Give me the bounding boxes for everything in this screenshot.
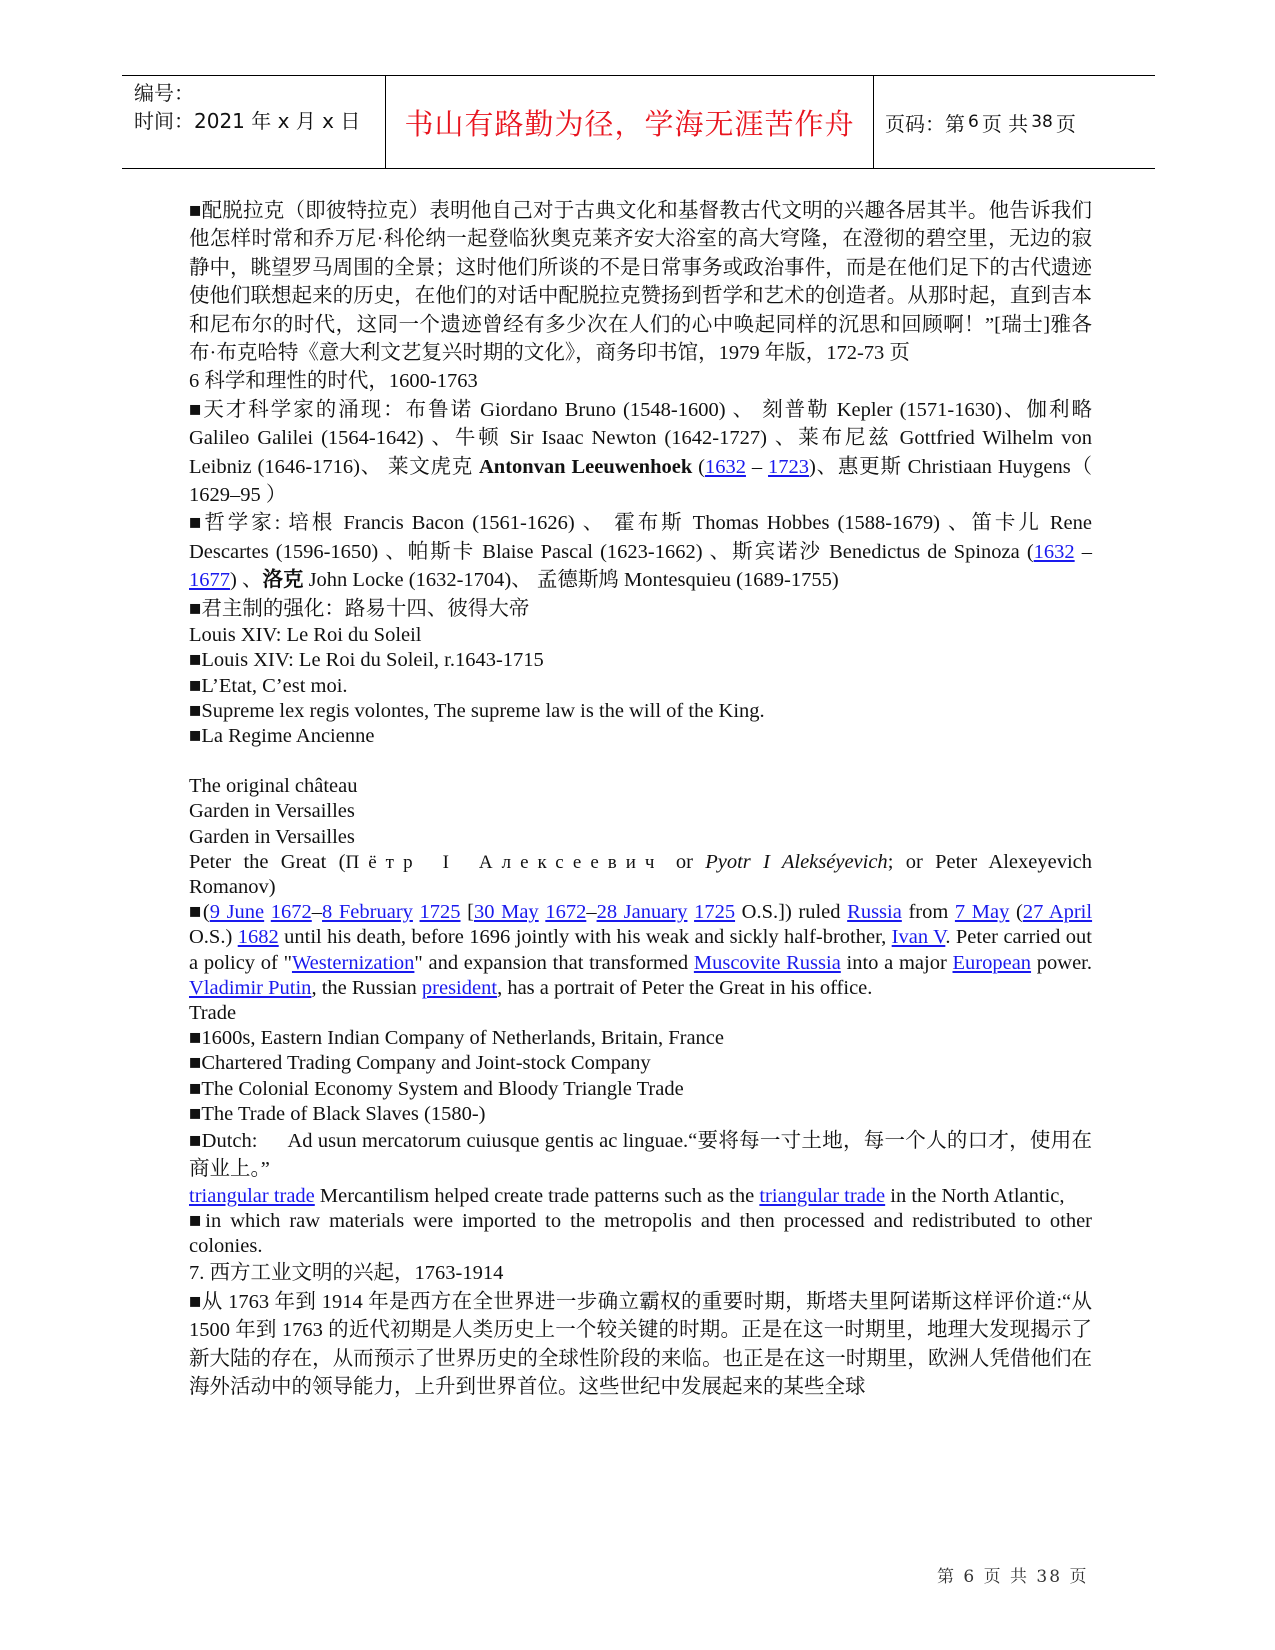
page-suffix: 页 <box>1055 111 1076 136</box>
link-russia[interactable]: Russia <box>847 901 902 924</box>
line-regime: ■La Regime Ancienne <box>189 724 375 747</box>
link-vladimir-putin[interactable]: Vladimir Putin <box>189 976 312 999</box>
link-27-april[interactable]: 27 April <box>1022 901 1093 924</box>
text-run: ( <box>1009 901 1023 924</box>
text-run: – <box>311 901 323 924</box>
link-8-february[interactable]: 8 February <box>322 901 413 924</box>
line-chartered: ■Chartered Trading Company and Joint-stock Company <box>189 1052 651 1075</box>
link-30-may[interactable]: 30 May <box>473 901 539 924</box>
section-heading-7: 7. 西方工业文明的兴起，1763-1914 <box>189 1262 504 1285</box>
line-garden: Garden in Versailles <box>189 825 355 848</box>
line-louis-xiv-reign: ■Louis XIV: Le Roi du Soleil, r.1643-1715 <box>189 649 544 672</box>
page-prefix: 页码：第 <box>885 111 965 136</box>
paragraph-raw-materials: ■in which raw materials were imported to the metropolis and then processed and redistributed to other colonies. <box>189 1209 1092 1258</box>
text-run: – <box>586 901 597 924</box>
link-westernization[interactable]: Westernization <box>291 951 415 974</box>
link-european[interactable]: European <box>952 951 1032 974</box>
text-run: ) 、 <box>230 569 263 592</box>
text-run: in the North Atlantic, <box>885 1184 1065 1207</box>
link-muscovite-russia[interactable]: Muscovite Russia <box>693 951 841 974</box>
line-trade: Trade <box>189 1001 237 1024</box>
header-motto: 书山有路勤为径，学海无涯苦作舟 <box>385 76 874 168</box>
text-run: Ad usun mercatorum cuiusque gentis ac linguae.“要将每一寸土地，每一个人的口才，使用在商业上。” <box>189 1129 1092 1181</box>
text-run: from <box>901 901 955 924</box>
paragraph-monarchy: ■君主制的强化：路易十四、彼得大帝 <box>189 597 530 620</box>
text-run: – <box>1074 540 1092 563</box>
paragraph-industrial: ■从 1763 年到 1914 年是西方在全世界进一步确立霸权的重要时期，斯塔夫里阿诺斯这样评价道:“从 1500 年到 1763 的近代初期是人类历史上一个较关键的时期。正是在这一时期里，地理大发现揭示了新大陆的存在，从而预示了世界历史的全球性阶段的来临。也正是在这一时期里，欧洲人凭借他们在海外活动中的领导能力，上升到世界首位。这些世纪中发展起来的某些全球 <box>189 1290 1092 1398</box>
document-time-label: 时间：2021 年 x 月 x 日 <box>134 109 361 133</box>
link-ivan-v[interactable]: Ivan V <box>891 926 946 949</box>
text-run: , the Russian <box>311 976 422 999</box>
italic-name: Pyotr I Alekséyevich <box>705 850 888 873</box>
paragraph-dutch <box>189 1127 1092 1184</box>
link-1632[interactable]: 1632 <box>1033 540 1075 563</box>
link-28-january[interactable]: 28 January <box>596 901 688 924</box>
paragraph-triangular-trade <box>189 1184 1092 1209</box>
text-run: ■天才科学家的涌现：布鲁诺 Giordano Bruno (1548-1600) 、 刻普勒 Kepler (1571-1630)、伽利略 Galileo Galilei (1564-1642) 、牛顿 Sir Isaac Newton (1642-1727) 、莱布尼兹 Gottfried Wilhelm von Leibniz (1646-1716)、 莱文虎克 <box>189 398 1092 478</box>
text-run: power. <box>1031 951 1092 974</box>
bold-name: Antonvan Leeuwenhoek <box>479 455 693 478</box>
header-page-indicator <box>873 76 1167 168</box>
line-chateau: The original château <box>189 775 358 798</box>
link-1682[interactable]: 1682 <box>237 926 279 949</box>
text-run: ■Dutch: <box>189 1129 258 1152</box>
link-triangular-trade[interactable]: triangular trade <box>759 1184 886 1207</box>
section-heading-6: 6 科学和理性的时代，1600-1763 <box>189 370 478 393</box>
link-7-may[interactable]: 7 May <box>954 901 1010 924</box>
paragraph-scientists <box>189 396 1092 510</box>
cyrillic-name: Пётр I Алексеевич <box>345 851 664 873</box>
text-run: ■( <box>189 901 210 924</box>
text-run: ; or Peter Alexeyevich Romanov) <box>189 850 1092 898</box>
link-president[interactable]: president <box>421 976 498 999</box>
link-1672[interactable]: 1672 <box>545 901 587 924</box>
line-slaves: ■The Trade of Black Slaves (1580-) <box>189 1102 486 1125</box>
page-mid: 页 共 <box>981 111 1029 136</box>
text-run: Mercantilism helped create trade patterns such as the <box>314 1184 760 1207</box>
document-header <box>122 75 1155 169</box>
text-run: O.S.) <box>189 926 238 949</box>
blank-line <box>189 749 1092 774</box>
text-run: . Peter carried out a policy of " <box>189 926 1092 974</box>
link-1725[interactable]: 1725 <box>419 901 461 924</box>
link-1677[interactable]: 1677 <box>189 569 230 592</box>
text-run: Peter the Great ( <box>189 850 346 873</box>
link-1725[interactable]: 1725 <box>694 901 736 924</box>
paragraph-petrarch: ■配脱拉克（即彼特拉克）表明他自己对于古典文化和基督教古代文明的兴趣各居其半。他告诉我们他怎样时常和乔万尼·科伦纳一起登临狄奥克莱齐安大浴室的高大穹隆，在澄彻的碧空里，无边的寂静中，眺望罗马周围的全景；这时他们所谈的不是日常事务或政治事件，而是在他们足下的古代遗迹使他们联想起来的历史，在他们的对话中配脱拉克赞扬到哲学和艺术的创造者。从那时起，直到吉本和尼布尔的时代，这同一个遗迹曾经有多少次在人们的心中唤起同样的沉思和回顾啊！”[瑞士]雅各布·布克哈特《意大利文艺复兴时期的文化》，商务印书馆，1979 年版，172-73 页 <box>189 200 1092 365</box>
line-letat: ■L’Etat, C’est moi. <box>189 674 348 697</box>
page-total: 38 <box>1031 112 1053 132</box>
link-1632[interactable]: 1632 <box>704 455 746 478</box>
line-garden: Garden in Versailles <box>189 800 355 823</box>
text-run: [ <box>460 901 474 924</box>
text-run: – <box>745 455 769 478</box>
document-number-label: 编号： <box>134 81 194 105</box>
text-run: into a major <box>840 951 953 974</box>
text-run: , has a portrait of Peter the Great in his office. <box>497 976 873 999</box>
text-run: or <box>663 850 706 873</box>
text-run: )、惠更斯 Christiaan Huygens（ 1629–95 ） <box>189 455 1092 507</box>
paragraph-peter-bio <box>189 900 1092 1001</box>
text-run: until his death, before 1696 jointly with his weak and sickly half-brother, <box>278 926 892 949</box>
paragraph-peter-title <box>189 850 1092 900</box>
text-run: O.S.]) ruled <box>735 901 848 924</box>
line-colonial: ■The Colonial Economy System and Bloody Triangle Trade <box>189 1077 684 1100</box>
text-run: " and expansion that transformed <box>414 951 694 974</box>
page-current: 6 <box>968 112 979 132</box>
text-run: ( <box>692 455 705 478</box>
link-1672[interactable]: 1672 <box>270 901 312 924</box>
line-east-india: ■1600s, Eastern Indian Company of Netherlands, Britain, France <box>189 1027 725 1050</box>
header-meta <box>122 76 397 168</box>
link-9-june[interactable]: 9 June <box>209 901 265 924</box>
text-run <box>264 901 271 923</box>
text-run: John Locke (1632-1704)、 孟德斯鸠 Montesquieu (1689-1755) <box>303 569 839 592</box>
bold-name: 洛克 <box>262 569 304 592</box>
text-run <box>413 901 420 923</box>
line-supreme-lex: ■Supreme lex regis volontes, The supreme law is the will of the King. <box>189 699 765 722</box>
link-1723[interactable]: 1723 <box>768 455 810 478</box>
document-body <box>189 197 1092 1401</box>
text-run: ■哲学家: 培根 Francis Bacon (1561-1626) 、 霍布斯 Thomas Hobbes (1588-1679) 、笛卡儿 Rene Descartes (1596-1650) 、帕斯卡 Blaise Pascal (1623-1662) 、斯宾诺沙 Benedictus de Spinoza ( <box>189 512 1092 563</box>
link-triangular-trade[interactable]: triangular trade <box>189 1184 315 1207</box>
paragraph-philosophers <box>189 509 1092 594</box>
page-footer: 第 6 页 共 38 页 <box>937 1567 1089 1587</box>
line-louis-xiv: Louis XIV: Le Roi du Soleil <box>189 624 422 647</box>
